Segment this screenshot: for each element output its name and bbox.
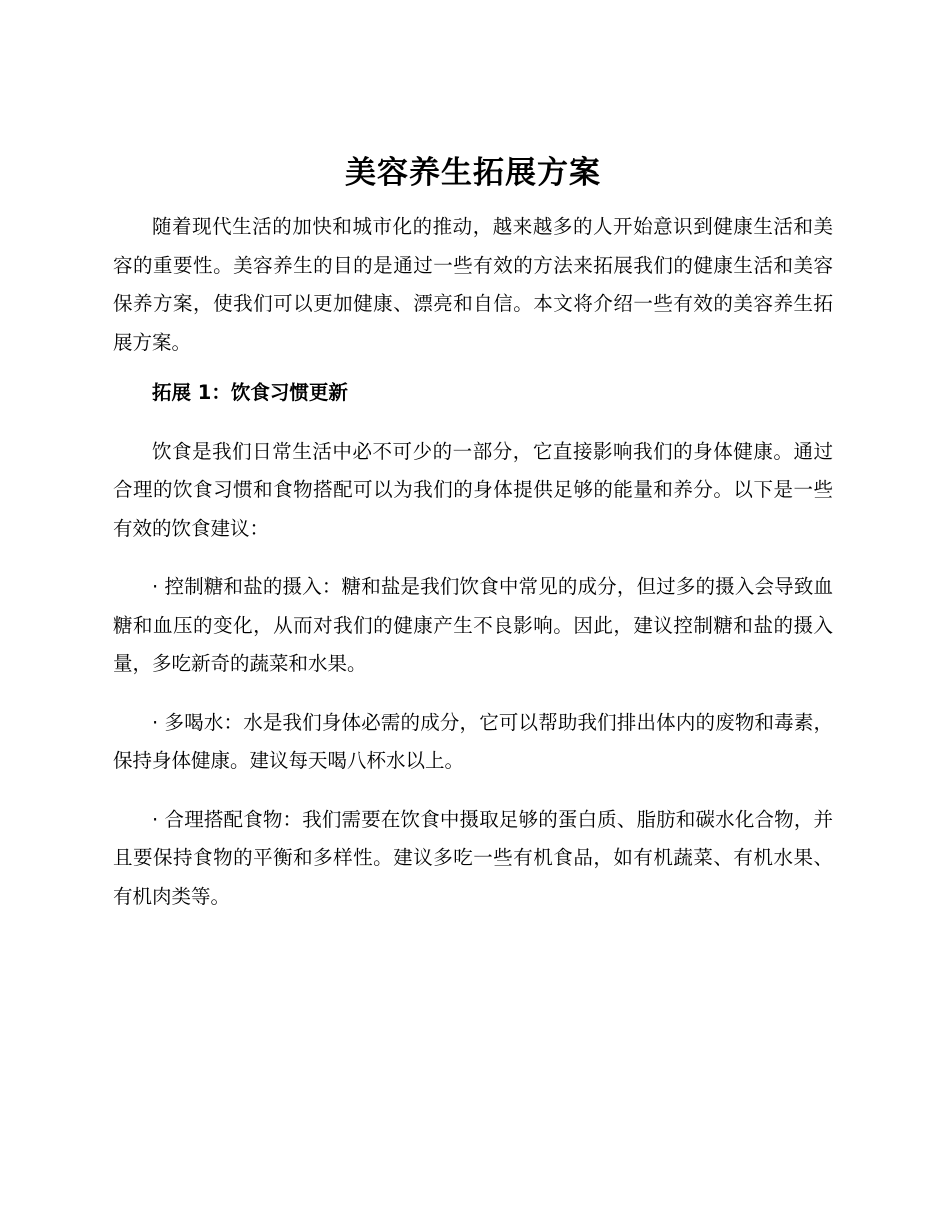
section-lead-paragraph: 饮食是我们日常生活中必不可少的一部分，它直接影响我们的身体健康。通过合理的饮食习惯和食物搭配可以为我们的身体提供足够的能量和养分。以下是一些有效的饮食建议：	[113, 439, 833, 540]
document-page	[113, 148, 833, 916]
section-heading: 拓展 1：饮食习惯更新	[152, 381, 348, 404]
bullet-item-sugar-salt: · 控制糖和盐的摄入：糖和盐是我们饮食中常见的成分，但过多的摄入会导致血糖和血压的变化，从而对我们的健康产生不良影响。因此，建议控制糖和盐的摄入量，多吃新奇的蔬菜和水果。	[113, 575, 833, 675]
bullet-item-food-combination: · 合理搭配食物：我们需要在饮食中摄取足够的蛋白质、脂肪和碳水化合物，并且要保持食物的平衡和多样性。建议多吃一些有机食品，如有机蔬菜、有机水果、有机肉类等。	[113, 807, 833, 908]
bullet-item-water: · 多喝水：水是我们身体必需的成分，它可以帮助我们排出体内的废物和毒素，保持身体健康。建议每天喝八杯水以上。	[113, 710, 833, 772]
intro-paragraph: 随着现代生活的加快和城市化的推动，越来越多的人开始意识到健康生活和美容的重要性。美容养生的目的是通过一些有效的方法来拓展我们的健康生活和美容保养方案，使我们可以更加健康、漂亮和自信。本文将介绍一些有效的美容养生拓展方案。	[113, 215, 833, 354]
document-title: 美容养生拓展方案	[345, 155, 601, 191]
